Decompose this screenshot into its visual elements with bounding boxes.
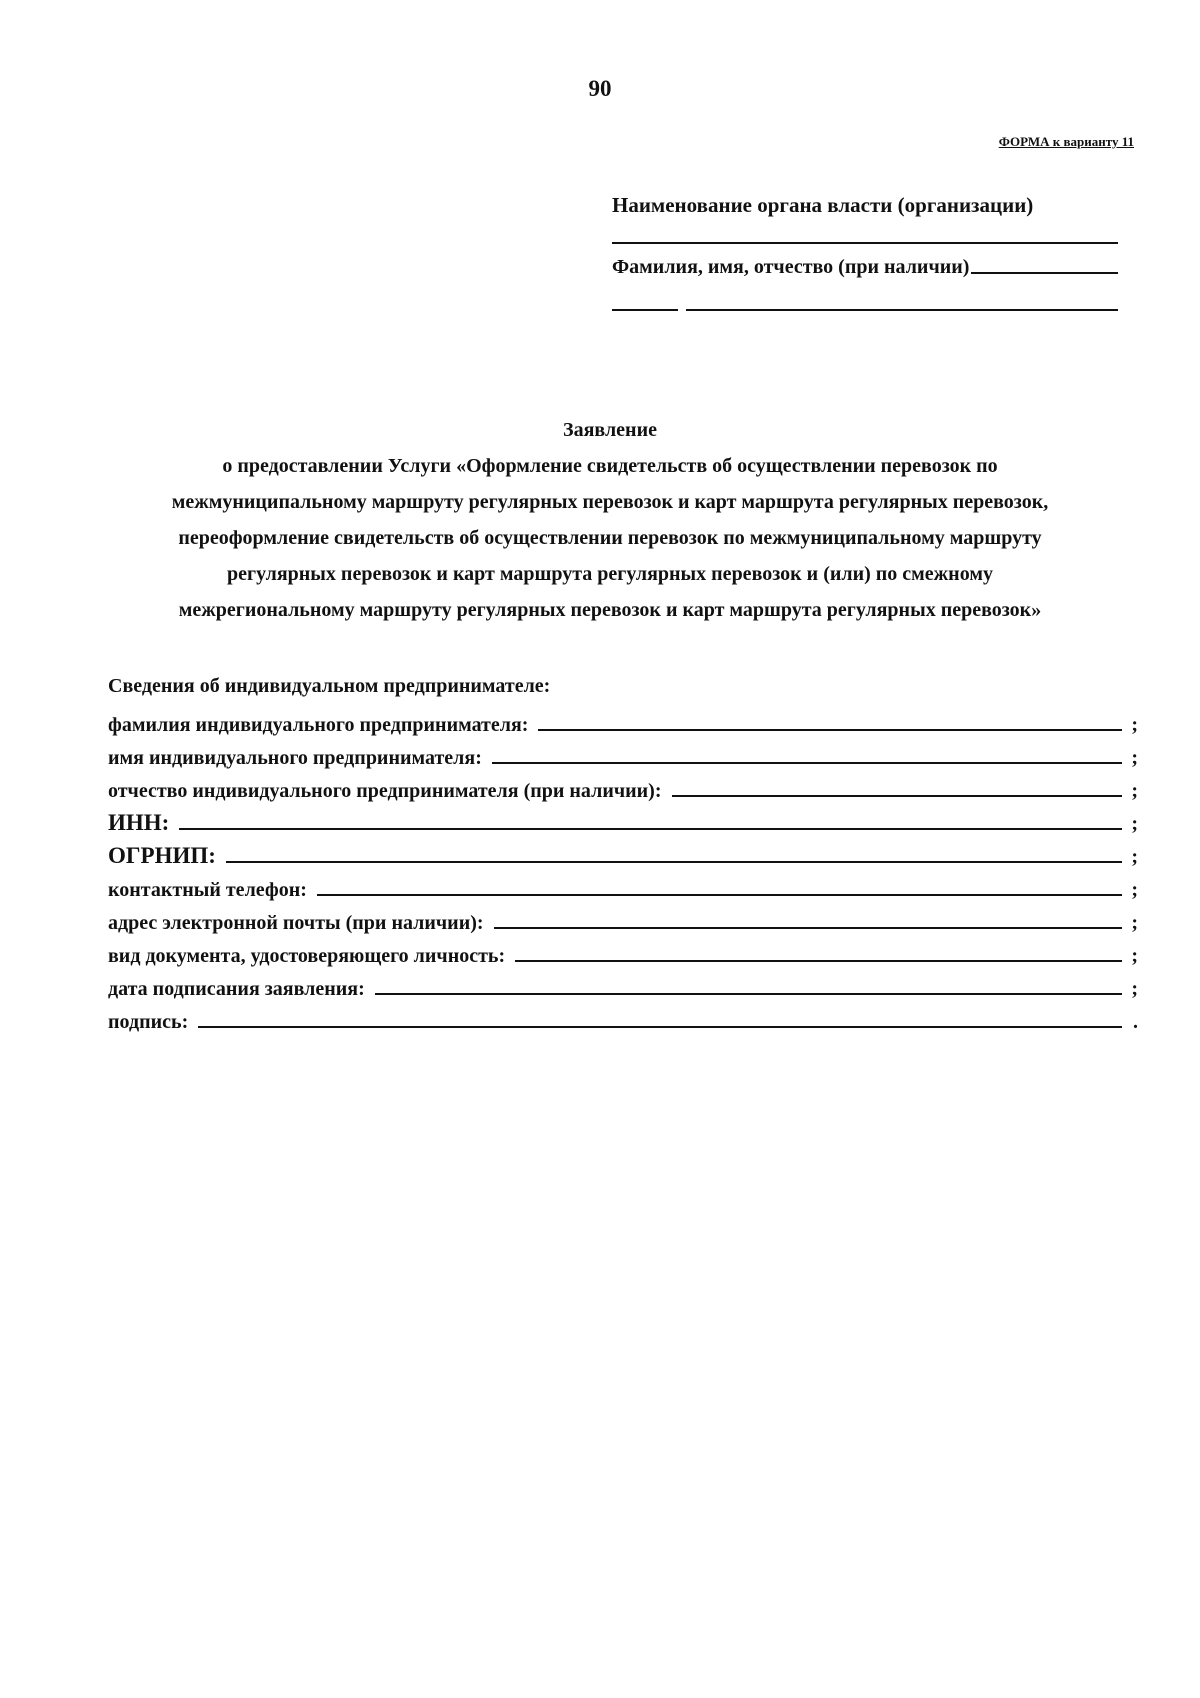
fio-line-segment xyxy=(612,309,678,311)
field-row-phone xyxy=(108,869,1138,902)
field-row-inn xyxy=(108,803,1138,836)
field-end-mark: ; xyxy=(1131,879,1138,901)
field-row-surname xyxy=(108,704,1138,737)
org-label: Наименование органа власти (организации) xyxy=(612,193,1034,217)
fio-field[interactable] xyxy=(971,272,1118,274)
field-end-mark: ; xyxy=(1131,945,1138,967)
field-label: фамилия индивидуального предпринимателя: xyxy=(108,714,529,736)
field-row-name xyxy=(108,737,1138,770)
field-label: ОГРНИП: xyxy=(108,843,216,868)
field-label: дата подписания заявления: xyxy=(108,978,365,1000)
field-label: подпись: xyxy=(108,1011,189,1033)
field-end-mark: ; xyxy=(1131,747,1138,769)
statement-title: Заявление xyxy=(563,419,657,441)
field-end-mark: ; xyxy=(1131,846,1138,868)
field-row-signature xyxy=(108,1001,1138,1034)
email-field[interactable] xyxy=(494,927,1122,929)
field-end-mark: ; xyxy=(1131,813,1138,835)
statement-block xyxy=(110,412,1110,628)
patronymic-field[interactable] xyxy=(672,795,1123,797)
field-row-sign-date xyxy=(108,968,1138,1001)
field-label: ИНН: xyxy=(108,810,170,835)
field-end-mark: ; xyxy=(1131,714,1138,736)
applicant-section-title: Сведения об индивидуальном предпринимателе: xyxy=(108,675,551,697)
applicant-fields xyxy=(108,668,1138,1034)
field-end-mark: ; xyxy=(1131,780,1138,802)
ogrnip-field[interactable] xyxy=(226,861,1122,863)
recipient-fio-row xyxy=(612,256,1118,279)
name-field[interactable] xyxy=(492,762,1122,764)
fio-label: Фамилия, имя, отчество (при наличии) xyxy=(612,256,970,278)
surname-field[interactable] xyxy=(538,729,1122,731)
recipient-block xyxy=(612,190,1118,311)
signature-field[interactable] xyxy=(198,1026,1122,1028)
field-row-id-document xyxy=(108,935,1138,968)
field-label: контактный телефон: xyxy=(108,879,307,901)
field-row-email xyxy=(108,902,1138,935)
field-end-mark: ; xyxy=(1131,912,1138,934)
inn-field[interactable] xyxy=(179,828,1122,830)
sign-date-field[interactable] xyxy=(375,993,1122,995)
statement-line: о предоставлении Услуги «Оформление свидетельств об осуществлении перевозок по xyxy=(222,455,998,477)
phone-field[interactable] xyxy=(317,894,1122,896)
field-label: отчество индивидуального предпринимателя (при наличии): xyxy=(108,780,662,802)
field-end-mark: . xyxy=(1133,1011,1138,1033)
id-document-field[interactable] xyxy=(515,960,1122,962)
fio-line-segment xyxy=(686,309,1118,311)
fio-field-continuation[interactable] xyxy=(612,309,1118,311)
field-row-patronymic xyxy=(108,770,1138,803)
org-name-field[interactable] xyxy=(612,242,1118,244)
field-end-mark: ; xyxy=(1131,978,1138,1000)
field-label: вид документа, удостоверяющего личность: xyxy=(108,945,506,967)
field-row-ogrnip xyxy=(108,836,1138,869)
statement-line: регулярных перевозок и карт маршрута регулярных перевозок и (или) по смежному xyxy=(227,563,993,585)
statement-line: межмуниципальному маршруту регулярных перевозок и карт маршрута регулярных перевозок, xyxy=(171,491,1049,513)
page-number: 90 xyxy=(588,76,612,101)
statement-line: межрегиональному маршруту регулярных перевозок и карт маршрута регулярных перевозок» xyxy=(178,599,1042,621)
field-label: имя индивидуального предпринимателя: xyxy=(108,747,482,769)
field-label: адрес электронной почты (при наличии): xyxy=(108,912,484,934)
statement-line: переоформление свидетельств об осуществлении перевозок по межмуниципальному маршруту xyxy=(178,527,1042,549)
form-note: ФОРМА к варианту 11 xyxy=(998,134,1134,149)
